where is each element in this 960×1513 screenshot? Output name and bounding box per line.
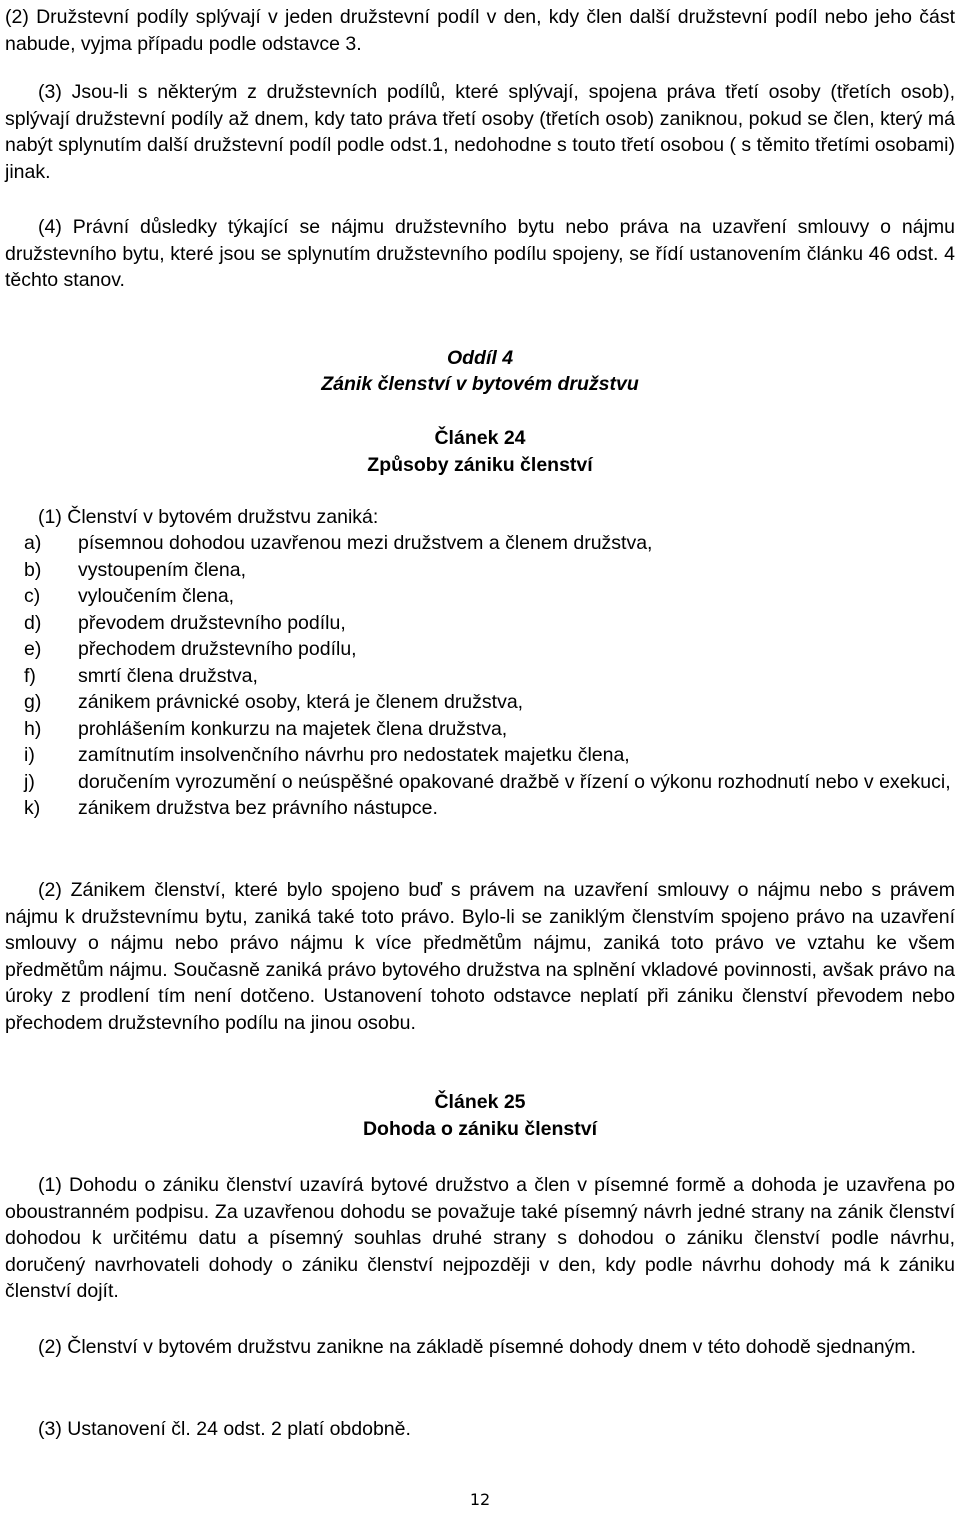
article-24-number: Článek 24 bbox=[434, 427, 526, 449]
list-item-text: písemnou dohodou uzavřenou mezi družstvem a členem družstva, bbox=[78, 532, 653, 554]
list-marker: b) bbox=[24, 558, 42, 581]
list-item bbox=[5, 610, 955, 637]
list-item-text: vyloučením člena, bbox=[78, 585, 235, 607]
list-item-text: zamítnutím insolvenčního návrhu pro nedostatek majetku člena, bbox=[78, 744, 630, 766]
article-25-title: Dohoda o zániku členství bbox=[362, 1118, 598, 1140]
page-number: 12 bbox=[469, 1490, 491, 1509]
termination-ways-list bbox=[5, 530, 955, 822]
section-number: Oddíl 4 bbox=[446, 347, 514, 369]
list-marker: e) bbox=[24, 638, 42, 660]
list-item bbox=[5, 742, 955, 769]
list-marker: a) bbox=[24, 532, 42, 554]
list-item bbox=[5, 689, 955, 716]
list-item-text: převodem družstevního podílu, bbox=[78, 611, 346, 634]
list-item-text: prohlášením konkurzu na majetek člena družstva, bbox=[78, 717, 508, 740]
list-item bbox=[5, 663, 955, 690]
list-marker: h) bbox=[24, 717, 42, 740]
list-marker: i) bbox=[24, 744, 35, 766]
article-24-paragraph-2: (2) Zánikem členství, které bylo spojeno buď s právem na uzavření smlouvy o nájmu nebo s právem nájmu k družstevnímu bytu, zaniká také toto právo. Bylo-li se zaniklým členstvím spojeno právo na uzavření smlouvy o nájmu nebo právo nájmu k více předmětům nájmu, zaniká toto právo ve vztahu ke všem předmětům nájmu. Současně zaniká právo bytového družstva na splnění vkladové povinnosti, avšak právo na úroky z prodlení tím není dotčeno. Ustanovení tohoto odstavce neplatí při zániku členství převodem nebo přechodem družstevního podílu na jinou osobu. bbox=[5, 879, 955, 1034]
list-item-text: přechodem družstevního podílu, bbox=[78, 638, 357, 660]
article-25-paragraph-2: (2) Členství v bytovém družstvu zanikne na základě písemné dohody dnem v této dohodě sjednaným. bbox=[38, 1336, 916, 1358]
article-25-paragraph-1: (1) Dohodu o zániku členství uzavírá bytové družstvo a člen v písemné formě a dohoda je uzavřena po oboustranném podpisu. Za uzavřenou dohodu se považuje také písemný návrh jedné strany na zánik členství dohodou k určitému datu a písemný souhlas druhé strany s dohodou o zániku členství podle návrhu, doručený navrhovateli dohody o zániku členství nejpozději v den, kdy podle návrhu dohody má k zániku členství dojít. bbox=[5, 1174, 955, 1302]
list-item bbox=[5, 636, 955, 663]
list-item-text: vystoupením člena, bbox=[78, 558, 247, 581]
article-24-lead: (1) Členství v bytovém družstvu zaniká: bbox=[38, 506, 379, 528]
list-item-text: zánikem družstva bez právního nástupce. bbox=[78, 797, 438, 819]
list-marker: g) bbox=[24, 691, 42, 713]
list-marker: d) bbox=[24, 611, 42, 634]
article-25-paragraph-3: (3) Ustanovení čl. 24 odst. 2 platí obdobně. bbox=[38, 1418, 411, 1440]
list-marker: j) bbox=[24, 770, 35, 793]
list-item-text: smrtí člena družstva, bbox=[78, 664, 258, 687]
list-item bbox=[5, 795, 955, 822]
article-24-title: Způsoby zániku členství bbox=[367, 454, 593, 476]
list-item bbox=[5, 583, 955, 610]
list-marker: f) bbox=[24, 664, 36, 687]
list-item-text: doručením vyrozumění o neúspěšné opakované dražbě v řízení o výkonu rozhodnutí nebo v exekuci, bbox=[78, 770, 951, 793]
paragraph-top-4: (4) Právní důsledky týkající se nájmu družstevního bytu nebo práva na uzavření smlouvy o nájmu družstevního bytu, které jsou se splynutím družstevního podílu spojeny, se řídí ustanovením článku 46 odst. 4 těchto stanov. bbox=[5, 216, 955, 291]
list-marker: k) bbox=[24, 797, 41, 819]
list-item bbox=[5, 557, 955, 584]
list-item bbox=[5, 769, 955, 796]
list-item bbox=[5, 716, 955, 743]
article-25-number: Článek 25 bbox=[434, 1091, 526, 1113]
section-title: Zánik členství v bytovém družstvu bbox=[321, 373, 639, 395]
list-item-text: zánikem právnické osoby, která je členem družstva, bbox=[78, 691, 524, 713]
paragraph-top-2: (2) Družstevní podíly splývají v jeden družstevní podíl v den, kdy člen další družstevní podíl nebo jeho část nabude, vyjma případu podle odstavce 3. bbox=[5, 6, 955, 55]
paragraph-top-3: (3) Jsou-li s některým z družstevních podílů, které splývají, spojena práva třetí osoby (třetích osob), splývají družstevní podíly až dnem, kdy tato práva třetí osoby (třetích osob) zaniknou, pokud se člen, který má nabýt splynutím další družstevní podíl podle odst.1, nedohodne s touto třetí osobou ( s těmito třetími osobami) jinak. bbox=[5, 81, 955, 183]
list-item bbox=[5, 530, 955, 557]
list-marker: c) bbox=[24, 585, 41, 607]
